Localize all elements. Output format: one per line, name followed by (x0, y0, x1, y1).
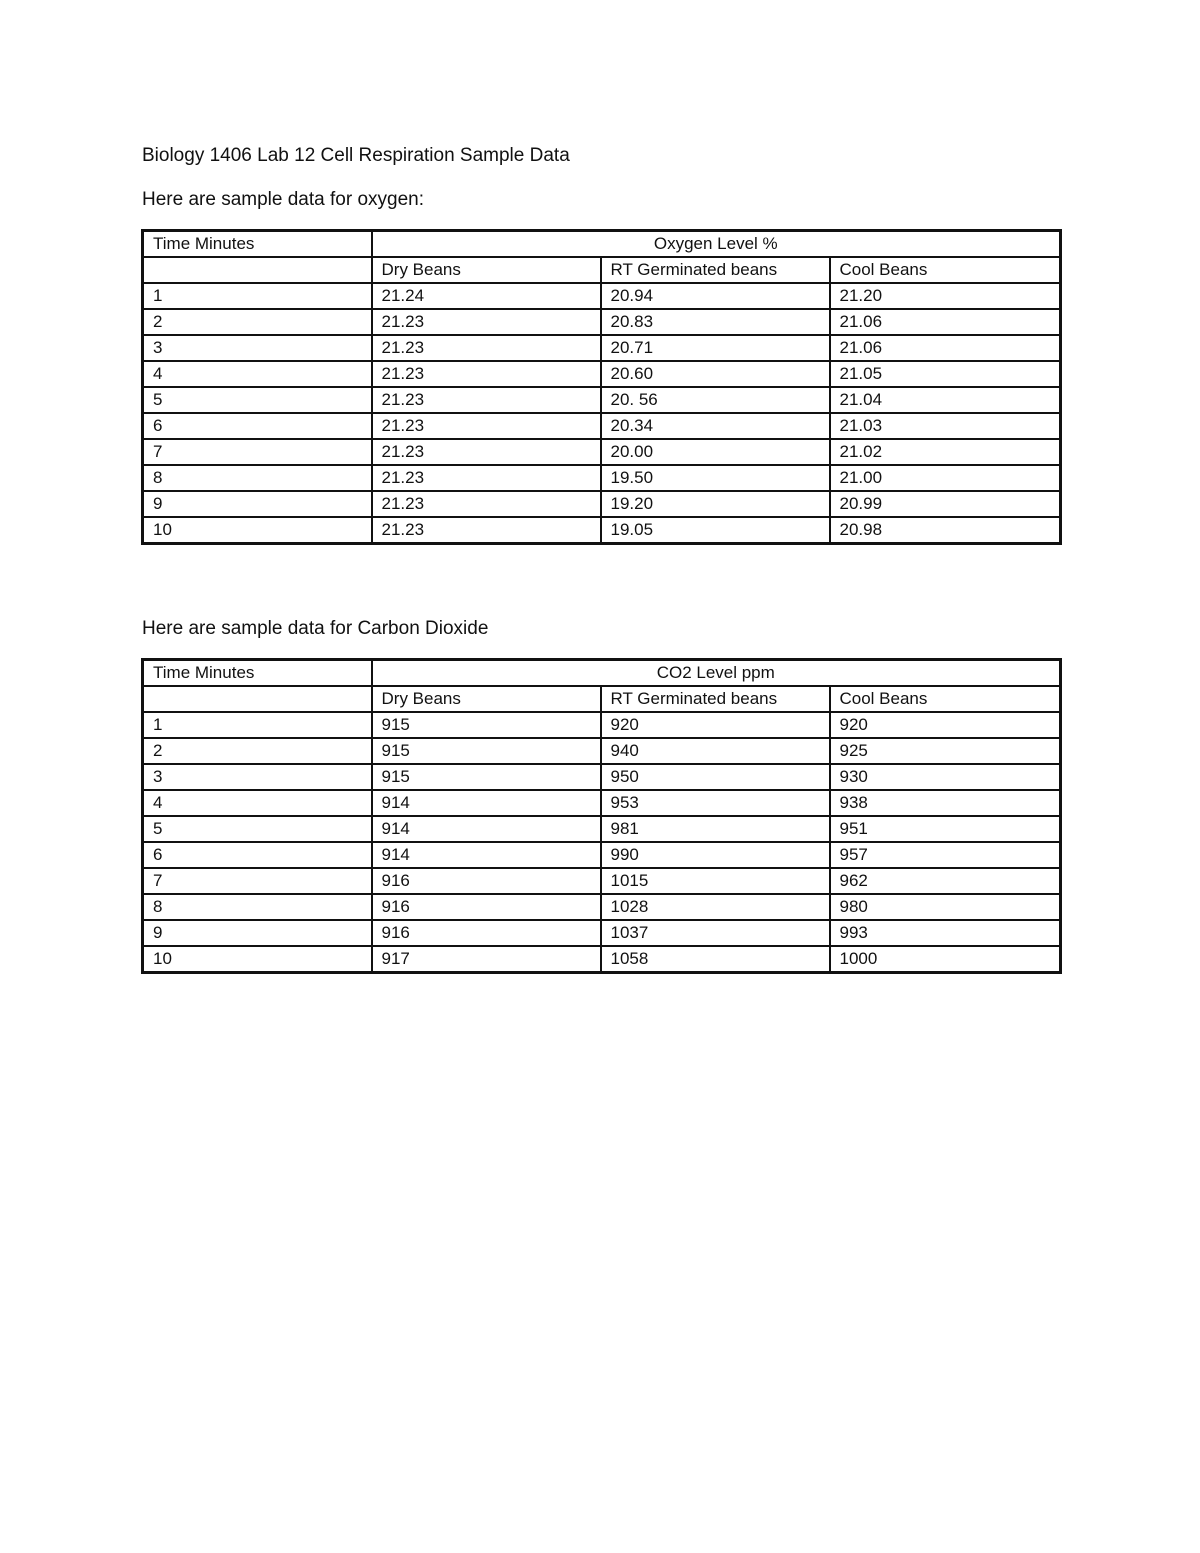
time-cell: 6 (143, 413, 372, 439)
time-cell: 7 (143, 439, 372, 465)
cool-beans-cell: 21.06 (830, 309, 1061, 335)
dry-beans-cell: 917 (372, 946, 601, 973)
table-row (143, 920, 1061, 946)
rt-germinated-beans-cell: 940 (601, 738, 830, 764)
time-cell: 8 (143, 894, 372, 920)
time-cell: 10 (143, 517, 372, 544)
dry-beans-cell: 21.23 (372, 335, 601, 361)
time-cell: 5 (143, 816, 372, 842)
time-cell: 2 (143, 309, 372, 335)
rt-germinated-beans-cell: 1037 (601, 920, 830, 946)
cool-beans-cell: 21.00 (830, 465, 1061, 491)
time-cell: 4 (143, 361, 372, 387)
oxygen-level-header: Oxygen Level % (372, 231, 1061, 258)
co2-header-row (143, 660, 1061, 687)
cool-beans-cell: 21.20 (830, 283, 1061, 309)
dry-beans-cell: 914 (372, 790, 601, 816)
rt-germinated-beans-cell: 19.50 (601, 465, 830, 491)
table-row (143, 517, 1061, 544)
cool-beans-cell: 930 (830, 764, 1061, 790)
rt-germinated-beans-cell: 920 (601, 712, 830, 738)
cool-beans-header: Cool Beans (830, 257, 1061, 283)
table-row (143, 387, 1061, 413)
rt-germinated-beans-cell: 1028 (601, 894, 830, 920)
time-cell: 1 (143, 712, 372, 738)
oxygen-data-table (141, 229, 1062, 545)
dry-beans-cell: 21.23 (372, 465, 601, 491)
cool-beans-cell: 21.04 (830, 387, 1061, 413)
time-minutes-header: Time Minutes (143, 231, 372, 258)
cool-beans-cell: 21.02 (830, 439, 1061, 465)
time-minutes-header: Time Minutes (143, 660, 372, 687)
dry-beans-cell: 914 (372, 842, 601, 868)
rt-germinated-beans-cell: 19.20 (601, 491, 830, 517)
cool-beans-cell: 21.05 (830, 361, 1061, 387)
rt-germinated-beans-cell: 20.34 (601, 413, 830, 439)
dry-beans-cell: 21.23 (372, 491, 601, 517)
dry-beans-cell: 915 (372, 712, 601, 738)
rt-germinated-beans-cell: 990 (601, 842, 830, 868)
oxygen-subheader-row (143, 257, 1061, 283)
table-row (143, 790, 1061, 816)
rt-germinated-beans-cell: 19.05 (601, 517, 830, 544)
cool-beans-cell: 962 (830, 868, 1061, 894)
rt-germinated-beans-cell: 953 (601, 790, 830, 816)
dry-beans-cell: 916 (372, 894, 601, 920)
rt-germinated-beans-cell: 981 (601, 816, 830, 842)
co2-table-body (143, 660, 1061, 973)
dry-beans-cell: 916 (372, 920, 601, 946)
time-cell: 6 (143, 842, 372, 868)
cool-beans-cell: 957 (830, 842, 1061, 868)
rt-germinated-beans-cell: 20. 56 (601, 387, 830, 413)
cool-beans-cell: 20.99 (830, 491, 1061, 517)
empty-header-cell (143, 257, 372, 283)
cool-beans-cell: 980 (830, 894, 1061, 920)
dry-beans-cell: 21.23 (372, 387, 601, 413)
cool-beans-cell: 938 (830, 790, 1061, 816)
time-cell: 3 (143, 764, 372, 790)
table-row (143, 309, 1061, 335)
table-row (143, 361, 1061, 387)
time-cell: 2 (143, 738, 372, 764)
rt-germinated-beans-cell: 950 (601, 764, 830, 790)
table-row (143, 465, 1061, 491)
dry-beans-cell: 21.23 (372, 517, 601, 544)
rt-germinated-beans-header: RT Germinated beans (601, 257, 830, 283)
dry-beans-cell: 21.23 (372, 439, 601, 465)
oxygen-header-row (143, 231, 1061, 258)
dry-beans-cell: 21.23 (372, 309, 601, 335)
rt-germinated-beans-cell: 20.00 (601, 439, 830, 465)
cool-beans-cell: 920 (830, 712, 1061, 738)
table-row (143, 738, 1061, 764)
cool-beans-cell: 21.06 (830, 335, 1061, 361)
time-cell: 1 (143, 283, 372, 309)
rt-germinated-beans-cell: 1058 (601, 946, 830, 973)
table-row (143, 946, 1061, 973)
rt-germinated-beans-cell: 20.71 (601, 335, 830, 361)
cool-beans-cell: 925 (830, 738, 1061, 764)
table-row (143, 491, 1061, 517)
dry-beans-cell: 915 (372, 764, 601, 790)
empty-header-cell (143, 686, 372, 712)
dry-beans-cell: 914 (372, 816, 601, 842)
table-row (143, 712, 1061, 738)
cool-beans-cell: 21.03 (830, 413, 1061, 439)
time-cell: 7 (143, 868, 372, 894)
table-row (143, 413, 1061, 439)
dry-beans-header: Dry Beans (372, 257, 601, 283)
oxygen-intro-text: Here are sample data for oxygen: (142, 189, 424, 210)
co2-data-table (141, 658, 1062, 974)
time-cell: 3 (143, 335, 372, 361)
co2-subheader-row (143, 686, 1061, 712)
table-row (143, 335, 1061, 361)
time-cell: 4 (143, 790, 372, 816)
dry-beans-cell: 916 (372, 868, 601, 894)
time-cell: 9 (143, 920, 372, 946)
rt-germinated-beans-header: RT Germinated beans (601, 686, 830, 712)
time-cell: 9 (143, 491, 372, 517)
dry-beans-cell: 21.24 (372, 283, 601, 309)
time-cell: 5 (143, 387, 372, 413)
cool-beans-header: Cool Beans (830, 686, 1061, 712)
rt-germinated-beans-cell: 1015 (601, 868, 830, 894)
table-row (143, 894, 1061, 920)
dry-beans-cell: 21.23 (372, 361, 601, 387)
document-title: Biology 1406 Lab 12 Cell Respiration Sample Data (142, 145, 570, 166)
oxygen-table-body (143, 231, 1061, 544)
time-cell: 8 (143, 465, 372, 491)
dry-beans-header: Dry Beans (372, 686, 601, 712)
table-row (143, 842, 1061, 868)
cool-beans-cell: 1000 (830, 946, 1061, 973)
table-row (143, 283, 1061, 309)
co2-level-header: CO2 Level ppm (372, 660, 1061, 687)
table-row (143, 816, 1061, 842)
table-row (143, 439, 1061, 465)
rt-germinated-beans-cell: 20.94 (601, 283, 830, 309)
time-cell: 10 (143, 946, 372, 973)
cool-beans-cell: 993 (830, 920, 1061, 946)
cool-beans-cell: 20.98 (830, 517, 1061, 544)
rt-germinated-beans-cell: 20.83 (601, 309, 830, 335)
co2-intro-text: Here are sample data for Carbon Dioxide (142, 618, 489, 639)
dry-beans-cell: 21.23 (372, 413, 601, 439)
cool-beans-cell: 951 (830, 816, 1061, 842)
dry-beans-cell: 915 (372, 738, 601, 764)
table-row (143, 868, 1061, 894)
rt-germinated-beans-cell: 20.60 (601, 361, 830, 387)
table-row (143, 764, 1061, 790)
